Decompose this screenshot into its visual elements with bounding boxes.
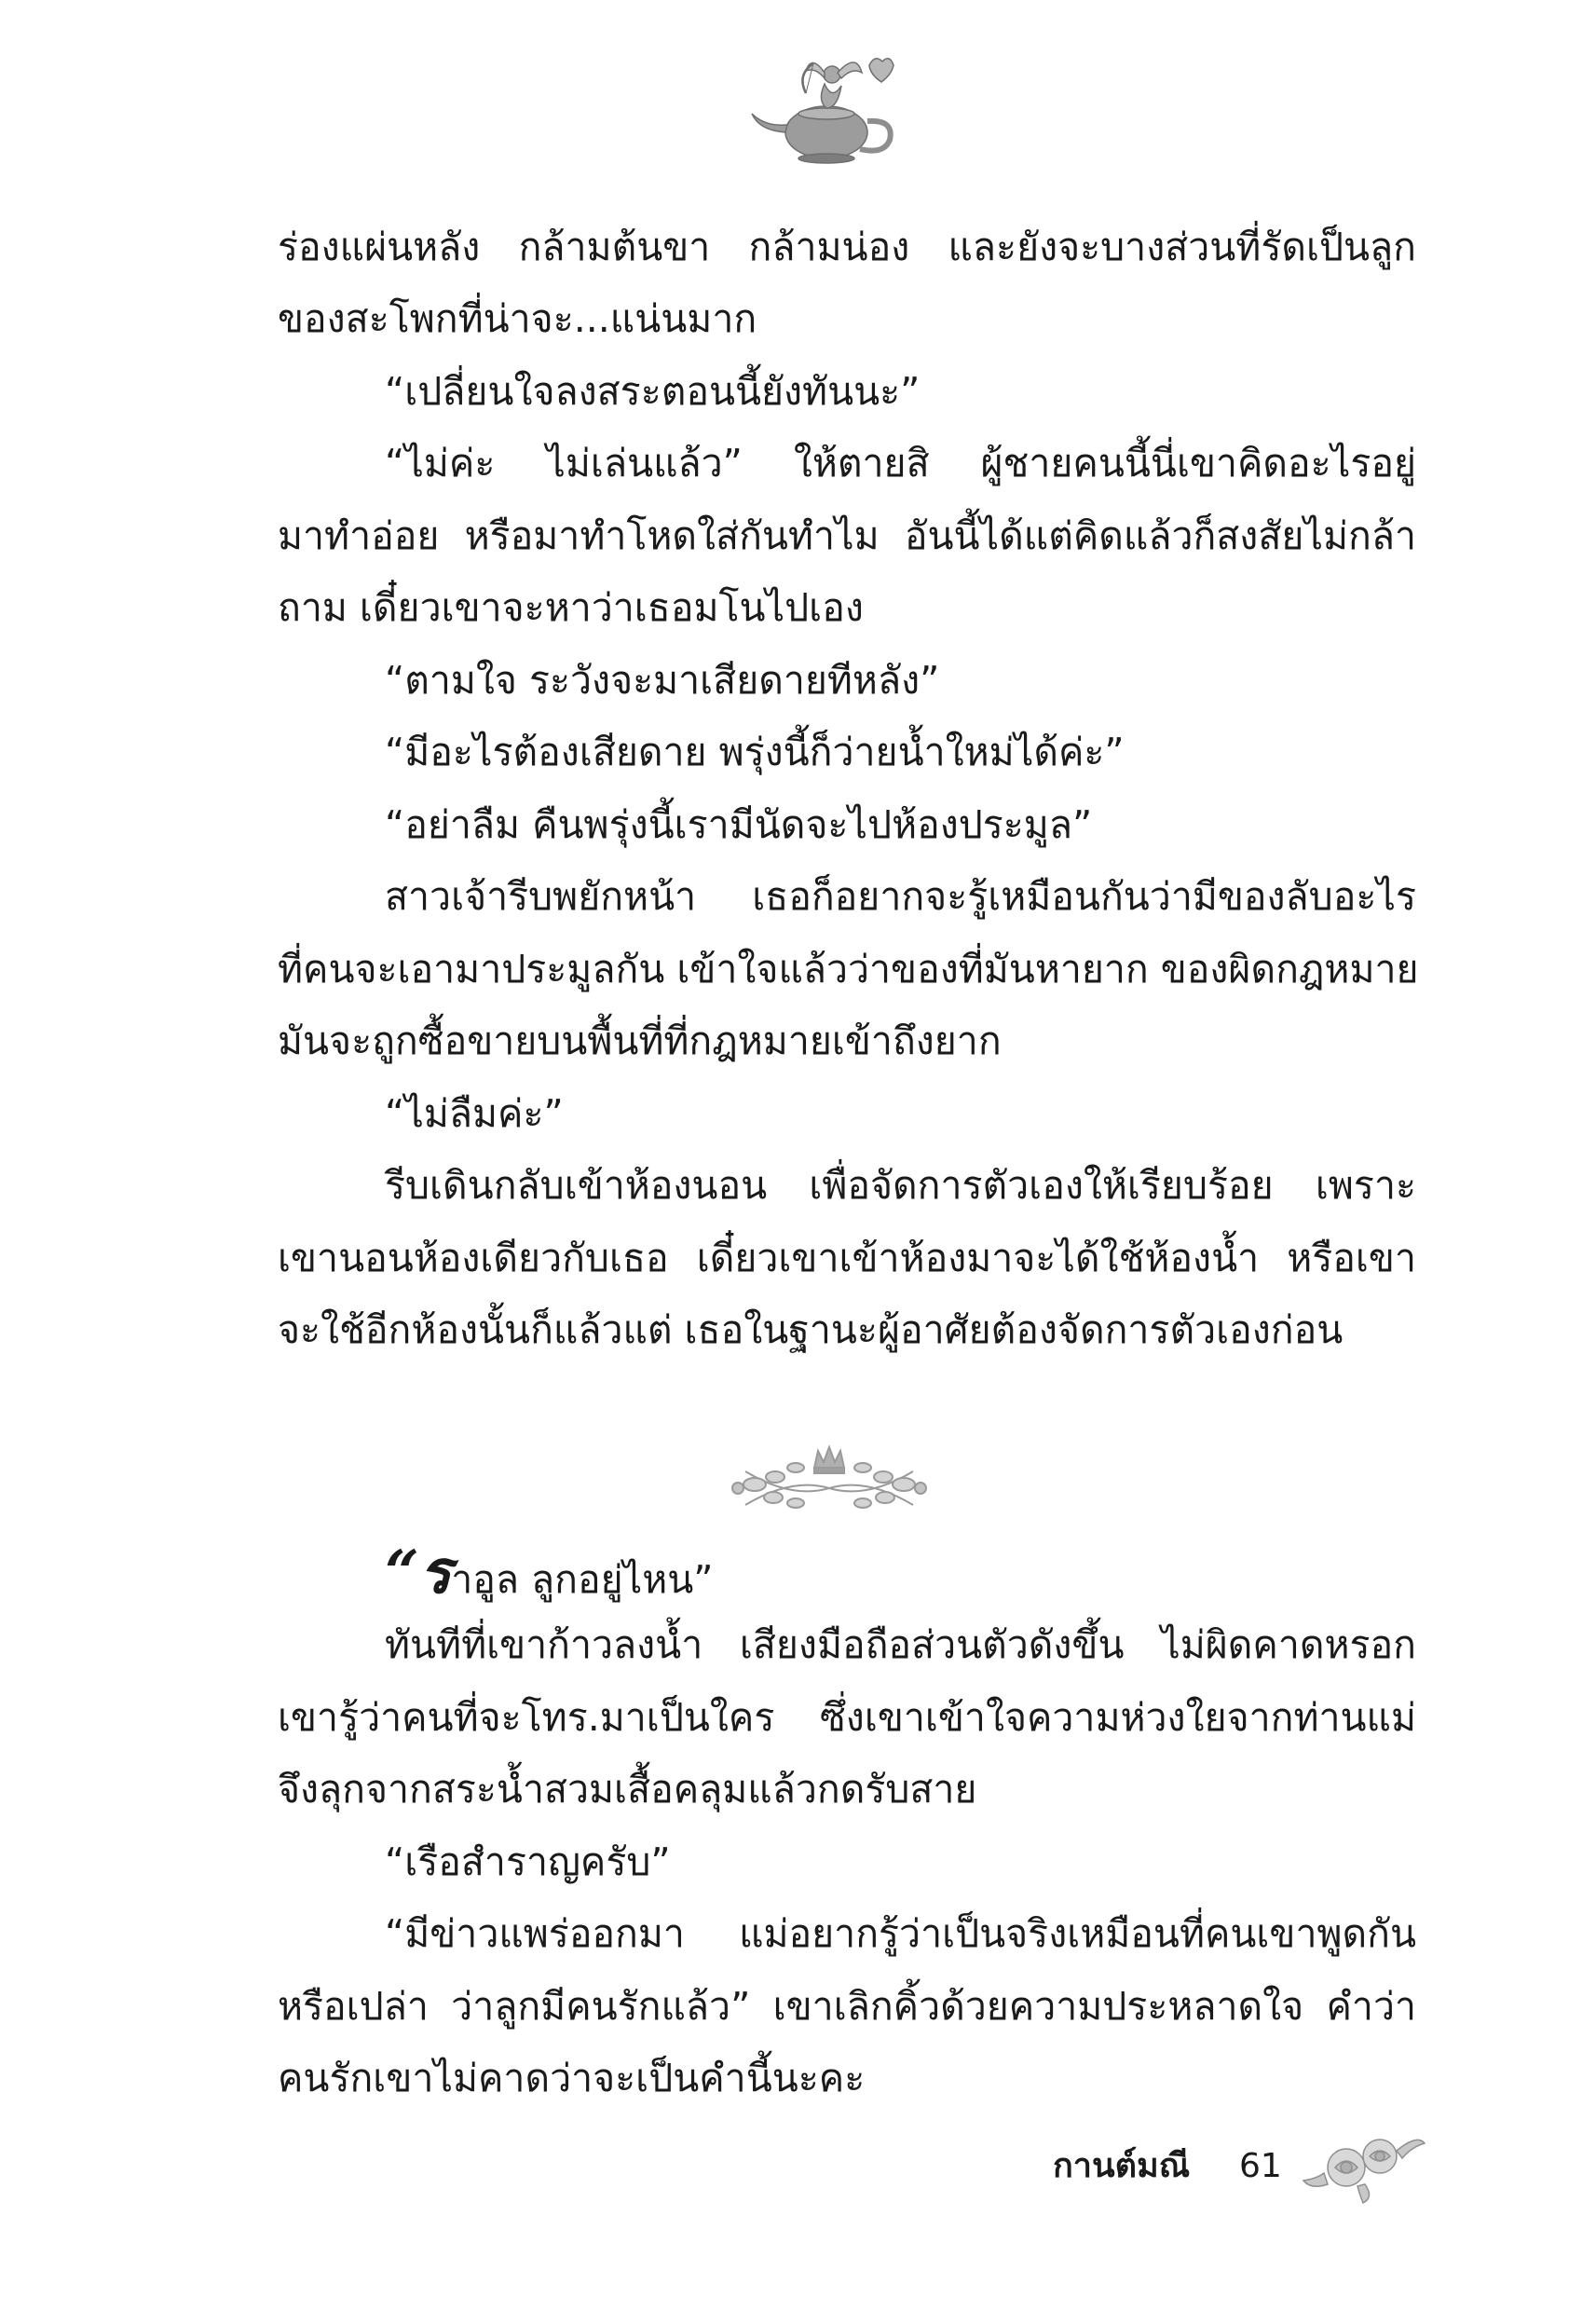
book-title: กานต์มณี — [1053, 2147, 1191, 2185]
dialogue-line: “เปลี่ยนใจลงสระตอนนี้ยังทันนะ” — [385, 369, 921, 414]
paragraph-line: จึงลุกจากสระน้ำสวมเสื้อคลุมแล้วกดรับสาย — [278, 1767, 977, 1812]
paragraph-line: เขานอนห้องเดียวกับเธอ เดี๋ยวเขาเข้าห้องมาจะได้ใช้ห้องน้ำ หรือเขา — [278, 1236, 1416, 1280]
paragraph-line: คนรักเขาไม่คาดว่าจะเป็นคำนี้นะคะ — [278, 2056, 866, 2100]
crown-floral-divider-icon — [717, 1440, 941, 1524]
dialogue-line: “อย่าลืม คืนพรุ่งนี้เรามีนัดจะไปห้องประมูล” — [385, 802, 1093, 847]
cupid-teapot-icon — [741, 47, 918, 168]
paragraph-line: หรือเปล่า ว่าลูกมีคนรักแล้ว” เขาเลิกคิ้วด้วยความประหลาดใจ คำว่า — [278, 1984, 1416, 2029]
dialogue-line: “เรือสำราญครับ” — [385, 1839, 671, 1884]
paragraph-line: ทันทีที่เขาก้าวลงน้ำ เสียงมือถือส่วนตัวดังขึ้น ไม่ผิดคาดหรอก — [385, 1622, 1416, 1667]
paragraph-line: จะใช้อีกห้องนั้นก็แล้วแต่ เธอในฐานะผู้อาศัยต้องจัดการตัวเองก่อน — [278, 1307, 1344, 1352]
paragraph-line: ถาม เดี๋ยวเขาจะหาว่าเธอมโนไปเอง — [278, 585, 864, 630]
page-number: 61 — [1239, 2147, 1282, 2185]
opening-line — [385, 1538, 714, 1607]
dialogue-line: “ไม่ลืมค่ะ” — [385, 1091, 564, 1136]
paragraph-line: ที่คนจะเอามาประมูลกัน เข้าใจแล้วว่าของที่มันหายาก ของผิดกฎหมาย — [278, 947, 1419, 991]
dialogue-line: “มีอะไรต้องเสียดาย พรุ่งนี้ก็ว่ายน้ำใหม่ได้ค่ะ” — [385, 730, 1125, 774]
paragraph-line: มันจะถูกซื้อขายบนพื้นที่ที่กฎหมายเข้าถึงยาก — [278, 1019, 1002, 1063]
paragraph-line: ของสะโพกที่น่าจะ...แน่นมาก — [278, 296, 757, 341]
drop-cap-letter: ร — [418, 1538, 452, 1607]
opening-line-rest: าอูล ลูกอยู่ไหน” — [451, 1557, 714, 1602]
dialogue-line: “ไม่ค่ะ ไม่เล่นแล้ว” ให้ตายสิ ผู้ชายคนนี้นี่เขาคิดอะไรอยู่ — [385, 441, 1416, 485]
dialogue-line: “มีข่าวแพร่ออกมา แม่อยากรู้ว่าเป็นจริงเหมือนที่คนเขาพูดกัน — [385, 1911, 1416, 1956]
roses-icon — [1300, 2113, 1430, 2207]
paragraph-line: รีบเดินกลับเข้าห้องนอน เพื่อจัดการตัวเองให้เรียบร้อย เพราะ — [385, 1163, 1416, 1208]
paragraph-line: สาวเจ้ารีบพยักหน้า เธอก็อยากจะรู้เหมือนกันว่ามีของลับอะไร — [385, 874, 1416, 919]
paragraph-line: เขารู้ว่าคนที่จะโทร.มาเป็นใคร ซึ่งเขาเข้าใจความห่วงใยจากท่านแม่ — [278, 1695, 1416, 1740]
paragraph-line: ร่องแผ่นหลัง กล้ามต้นขา กล้ามน่อง และยังจะบางส่วนที่รัดเป็นลูก — [278, 225, 1416, 269]
opening-quote-mark: “ — [385, 1538, 419, 1607]
dialogue-line: “ตามใจ ระวังจะมาเสียดายทีหลัง” — [385, 658, 940, 703]
paragraph-line: มาทำอ่อย หรือมาทำโหดใส่กันทำไม อันนี้ได้แต่คิดแล้วก็สงสัยไม่กล้า — [278, 513, 1416, 558]
